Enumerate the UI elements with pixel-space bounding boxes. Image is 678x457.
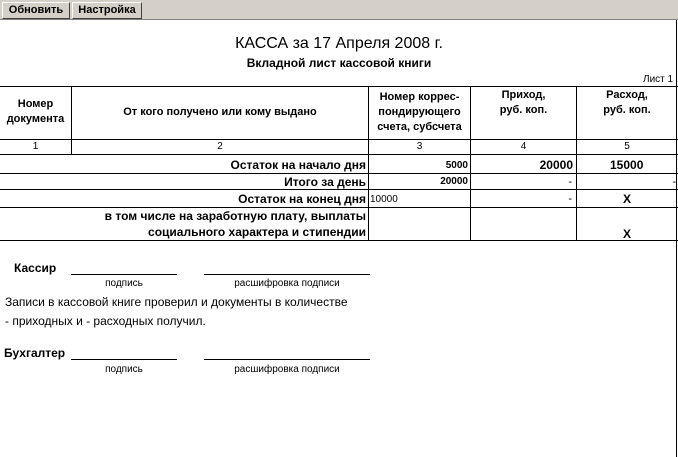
day-total-account: 20000 [440,176,468,187]
accountant-label: Бухгалтер [4,346,66,360]
cashier-signature-caption: подпись [105,278,143,289]
header-income-line2: руб. коп. [499,104,548,116]
accountant-signature-caption: подпись [105,364,143,375]
closing-balance-expense: X [623,192,632,206]
closing-balance-label: Остаток на конец дня [238,192,366,206]
header-expense-line1: Расход, [606,89,648,101]
toolbar [0,0,678,20]
refresh-button[interactable]: Обновить [2,2,70,19]
day-total-expense: - [672,176,676,188]
settings-button[interactable]: Настройка [72,2,142,19]
accountant-signature-line [71,359,177,360]
day-total-income: - [568,176,572,188]
header-account-line1: Номер коррес- [379,91,460,103]
col-number-1: 1 [32,141,39,152]
check-statement-line1: Записи в кассовой книге проверил и документы в количестве [5,295,348,309]
opening-balance-label: Остаток на начало дня [230,158,366,172]
cash-book-sheet [0,20,678,457]
closing-balance-account: 10000 [370,194,398,205]
cashier-decoding-caption: расшифровка подписи [234,278,340,289]
header-account [369,90,470,135]
page-subtitle: Вкладной лист кассовой книги [246,56,432,70]
col-number-3: 3 [416,141,423,152]
header-doc-number [0,97,71,127]
salary-label-line2: социального характера и стипендии [148,225,366,239]
header-income-line1: Приход, [501,89,546,101]
salary-label-line1: в том числе на заработную плату, выплаты [104,209,366,223]
header-counterparty: От кого получено или кому выдано [123,106,317,118]
header-expense-line2: руб. коп. [603,104,651,116]
header-account-line2: пондирующего [378,106,461,118]
col-number-4: 4 [520,141,527,152]
header-doc-number-line2: документа [6,113,65,125]
opening-balance-income: 20000 [539,158,573,172]
header-doc-number-line1: Номер [17,98,54,110]
header-account-line3: счета, субсчета [377,121,462,133]
salary-expense: X [623,227,632,241]
header-expense [577,88,677,118]
header-income [471,88,576,118]
cashier-decoding-line [204,274,370,275]
opening-balance-expense: 15000 [610,158,644,172]
col-number-5: 5 [624,141,630,152]
accountant-decoding-caption: расшифровка подписи [234,364,340,375]
day-total-label: Итого за день [284,175,366,189]
col-number-2: 2 [217,141,223,152]
sheet-number: Лист 1 [643,74,674,85]
accountant-decoding-line [204,359,370,360]
closing-balance-income: - [568,193,572,205]
check-statement-line2: - приходных и - расходных получил. [5,314,206,328]
opening-balance-account: 5000 [445,160,468,171]
page-title: КАССА за 17 Апреля 2008 г. [235,35,443,52]
cashier-signature-line [71,274,177,275]
cashier-label: Кассир [14,261,57,275]
